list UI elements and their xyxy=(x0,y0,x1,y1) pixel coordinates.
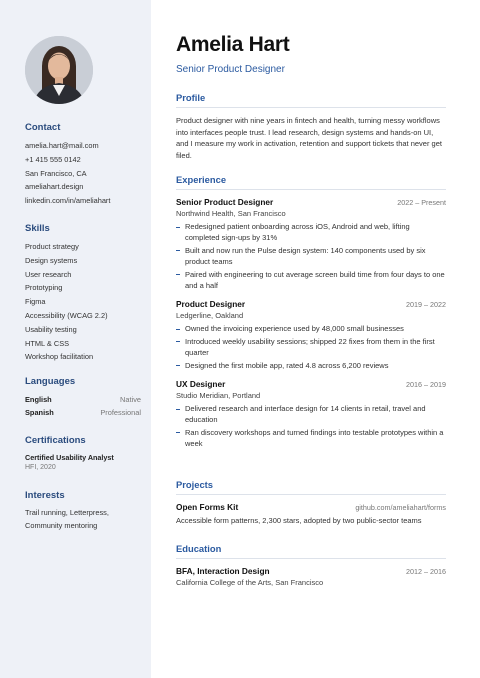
job-company: Northwind Health, San Francisco xyxy=(176,209,286,218)
contact-linkedin[interactable]: linkedin.com/in/ameliahart xyxy=(25,196,111,206)
contact-location: San Francisco, CA xyxy=(25,168,87,178)
language-name: English xyxy=(25,395,52,404)
project-link[interactable]: github.com/ameliahart/forms xyxy=(355,503,446,512)
job-bullet: Paired with engineering to cut average screen build time from four days to one and a half xyxy=(176,269,446,291)
skills-section xyxy=(25,223,141,364)
job-company: Ledgerline, Oakland xyxy=(176,311,244,321)
avatar xyxy=(25,36,93,104)
interests-heading: Interests xyxy=(25,490,65,501)
portrait-image xyxy=(25,36,93,104)
job-bullet: Introduced weekly usability sessions; shipped 22 fixes from them in the first quarter xyxy=(176,336,446,358)
projects-section xyxy=(176,479,446,525)
job-bullet: Built and now run the Pulse design system: 140 components used by six product teams xyxy=(176,245,446,267)
skills-heading: Skills xyxy=(25,223,50,234)
job-bullet: Redesigned patient onboarding across iOS, Android and web, lifting completed sign-ups by 31% xyxy=(176,221,446,243)
contact-section xyxy=(25,122,141,208)
interests-text: Trail running, Letterpress, Community mentoring xyxy=(25,508,109,530)
education-school: California College of the Arts, San Francisco xyxy=(176,578,324,587)
contact-heading: Contact xyxy=(25,122,61,133)
language-level: Native xyxy=(120,395,141,404)
skill-item: HTML & CSS xyxy=(25,338,70,348)
job-entry xyxy=(176,299,446,371)
certification-meta: HFI, 2020 xyxy=(25,464,56,471)
interests-section xyxy=(25,490,141,532)
skill-item: Accessibility (WCAG 2.2) xyxy=(25,310,108,320)
education-degree: BFA, Interaction Design xyxy=(176,566,270,576)
contact-website[interactable]: ameliahart.design xyxy=(25,182,84,192)
project-description: Accessible form patterns, 2,300 stars, adopted by two public-sector teams xyxy=(176,516,422,525)
language-row xyxy=(25,393,141,406)
job-entry xyxy=(176,379,446,449)
skill-item: Prototyping xyxy=(25,283,63,293)
job-bullet: Ran discovery workshops and turned findings into testable prototypes within a week xyxy=(176,427,446,449)
job-entry xyxy=(176,197,446,291)
job-bullet: Delivered research and interface design for 14 clients in retail, travel and education xyxy=(176,403,446,425)
profile-section xyxy=(176,92,446,161)
languages-section xyxy=(25,376,141,419)
job-bullets xyxy=(176,403,446,449)
candidate-role: Senior Product Designer xyxy=(176,64,285,75)
certification-name: Certified Usability Analyst xyxy=(25,453,114,462)
skill-item: User research xyxy=(25,269,72,279)
job-dates: 2022 – Present xyxy=(397,198,446,207)
experience-heading: Experience xyxy=(176,174,446,190)
job-title: Senior Product Designer xyxy=(176,197,274,207)
skill-item: Workshop facilitation xyxy=(25,352,94,362)
profile-heading: Profile xyxy=(176,92,446,108)
job-bullets xyxy=(176,221,446,291)
project-name: Open Forms Kit xyxy=(176,502,239,512)
contact-email[interactable]: amelia.hart@mail.com xyxy=(25,141,99,150)
job-bullets xyxy=(176,323,446,371)
skill-item: Usability testing xyxy=(25,324,77,334)
languages-heading: Languages xyxy=(25,376,76,387)
experience-section xyxy=(176,174,446,457)
education-dates: 2012 – 2016 xyxy=(406,567,446,576)
job-dates: 2016 – 2019 xyxy=(406,380,446,390)
education-heading: Education xyxy=(176,543,446,559)
education-section xyxy=(176,543,446,587)
job-bullet: Owned the invoicing experience used by 48,000 small businesses xyxy=(176,323,446,334)
skill-item: Figma xyxy=(25,297,46,307)
language-row xyxy=(25,406,141,419)
certifications-heading: Certifications xyxy=(25,435,86,446)
job-company: Studio Meridian, Portland xyxy=(176,391,261,401)
job-title: Product Designer xyxy=(176,299,246,310)
projects-heading: Projects xyxy=(176,479,446,495)
job-bullet: Designed the first mobile app, rated 4.8 across 6,200 reviews xyxy=(176,360,446,371)
sidebar xyxy=(0,0,151,678)
skill-item: Product strategy xyxy=(25,242,79,251)
language-name: Spanish xyxy=(25,408,54,417)
language-level: Professional xyxy=(100,408,141,417)
skill-item: Design systems xyxy=(25,255,78,265)
job-dates: 2019 – 2022 xyxy=(406,300,446,310)
profile-text: Product designer with nine years in fintech and health, turning messy workflows into interfaces people trust. I lead research, design systems and hands-on UI, and I measure my work in activation, retention and support tickets that never get filed. xyxy=(176,116,442,160)
certifications-section xyxy=(25,435,141,473)
job-title: UX Designer xyxy=(176,379,226,390)
contact-phone[interactable]: +1 415 555 0142 xyxy=(25,154,81,164)
candidate-name: Amelia Hart xyxy=(176,33,290,56)
